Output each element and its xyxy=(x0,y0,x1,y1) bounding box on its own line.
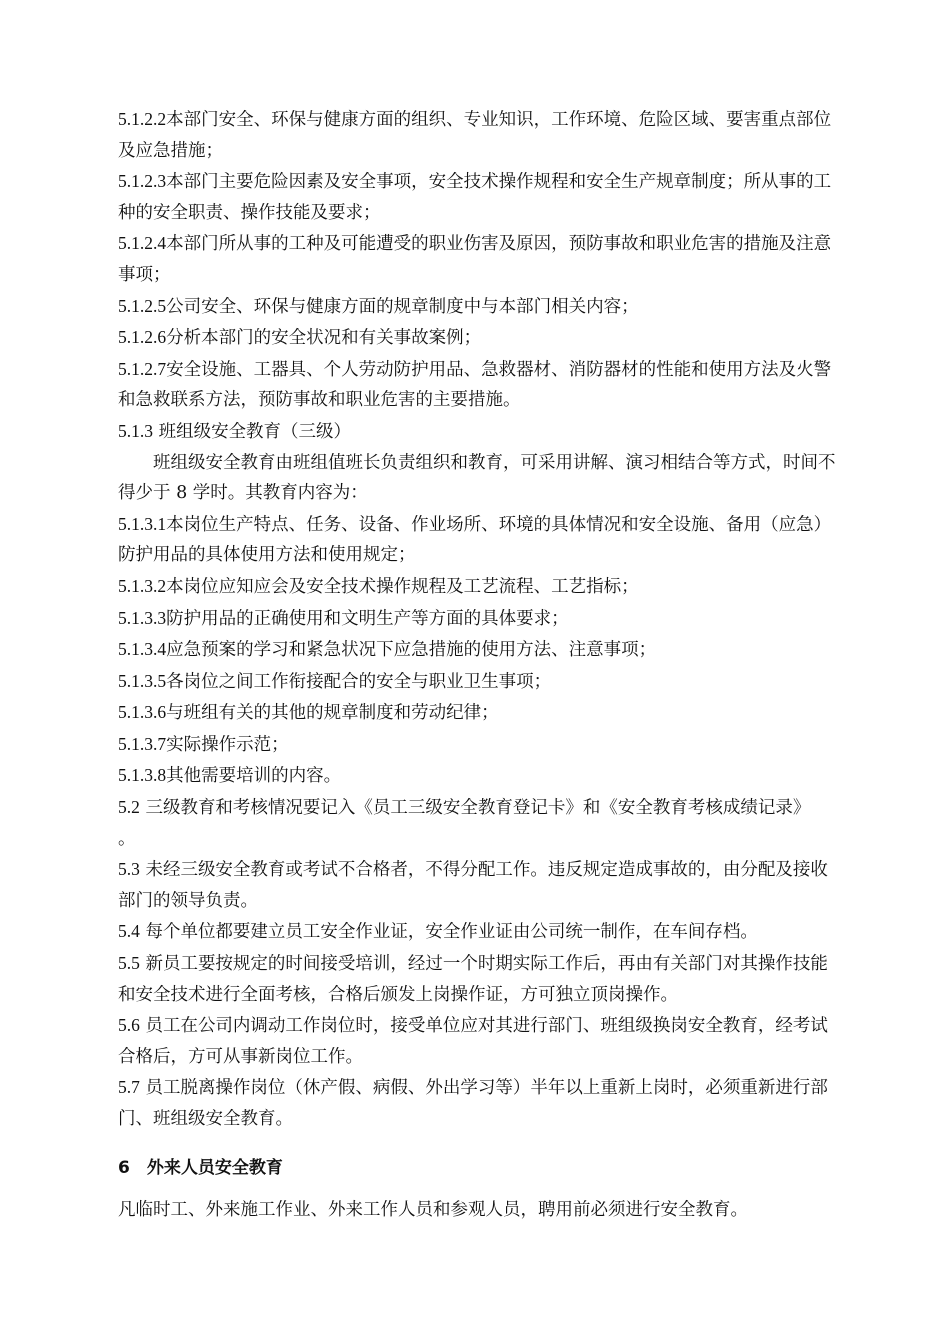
clause-text: 实际操作示范； xyxy=(166,734,289,755)
clause-5-1-3-6 xyxy=(118,697,840,729)
clause-5-1-3-4 xyxy=(118,634,840,666)
clause-number: 5.1.3.5 xyxy=(118,670,167,691)
clause-5-1-2-6 xyxy=(118,322,840,354)
clause-5-4 xyxy=(118,916,840,948)
clause-5-3 xyxy=(118,854,840,916)
clause-text: 与班组有关的其他的规章制度和劳动纪律； xyxy=(166,703,499,724)
clause-5-6 xyxy=(118,1010,840,1072)
clause-text: 分析本部门的安全状况和有关事故案例； xyxy=(166,328,482,349)
clause-number: 5.1.3.1 xyxy=(118,513,167,534)
clause-number: 5.1.2.7 xyxy=(118,358,167,379)
clause-text: 本岗位应知应会及安全技术操作规程及工艺流程、工艺指标； xyxy=(166,576,639,597)
clause-5-1-3-1 xyxy=(118,509,840,571)
clause-number: 5.7 xyxy=(118,1077,140,1098)
clause-text: 安全设施、工器具、个人劳动防护用品、急救器材、消防器材的性能和使用方法及火警和急救联系方法，预防事故和职业危害的主要措施。 xyxy=(118,359,832,411)
clause-number: 5.1.2.4 xyxy=(118,233,167,254)
clause-number: 5.1.3.3 xyxy=(118,607,167,628)
clause-text: 应急预案的学习和紧急状况下应急措施的使用方法、注意事项； xyxy=(166,640,657,661)
clause-5-1-3-2 xyxy=(118,571,840,603)
section-6-heading: 6 外来人员安全教育 xyxy=(118,1157,283,1178)
clause-text: 每个单位都要建立员工安全作业证，安全作业证由公司统一制作，在车间存档。 xyxy=(139,922,758,943)
document-page xyxy=(118,104,840,1225)
clause-number: 5.1.3.4 xyxy=(118,639,167,660)
clause-text: 本部门主要危险因素及安全事项，安全技术操作规程和安全生产规章制度；所从事的工种的安全职责、操作技能及要求； xyxy=(118,172,832,223)
clause-number: 5.2 xyxy=(118,797,140,818)
clause-5-1-3-title xyxy=(118,416,840,448)
clause-5-1-2-2 xyxy=(118,104,840,166)
clause-number: 5.4 xyxy=(118,921,140,942)
clause-5-1-2-5 xyxy=(118,291,840,323)
clause-number: 5.1.2.5 xyxy=(118,295,167,316)
clause-number: 5.3 xyxy=(118,859,140,880)
clause-text: 各岗位之间工作衔接配合的安全与职业卫生事项； xyxy=(166,671,552,692)
clause-5-1-2-3 xyxy=(118,166,840,228)
clause-text: 本岗位生产特点、任务、设备、作业场所、环境的具体情况和安全设施、备用（应急）防护用品的具体使用方法和使用规定； xyxy=(118,514,832,566)
clause-text: 本部门所从事的工种及可能遭受的职业伤害及原因，预防事故和职业危害的措施及注意事项； xyxy=(118,234,832,285)
clause-text: 三级教育和考核情况要记入《员工三级安全教育登记卡》和《安全教育考核成绩记录》 xyxy=(139,798,811,819)
clause-number: 5.1.3.2 xyxy=(118,575,167,596)
clause-5-1-2-7 xyxy=(118,354,840,416)
clause-number: 5.6 xyxy=(118,1015,140,1036)
clause-number: 5.1.3.7 xyxy=(118,733,167,754)
clause-text: 防护用品的正确使用和文明生产等方面的具体要求； xyxy=(166,608,569,629)
clause-text: 员工脱离操作岗位（休产假、病假、外出学习等）半年以上重新上岗时，必须重新进行部门、班组级安全教育。 xyxy=(118,1078,828,1129)
clause-5-7 xyxy=(118,1072,840,1134)
clause-text: 新员工要按规定的时间接受培训，经过一个时期实际工作后，再由有关部门对其操作技能和安全技术进行全面考核，合格后颁发上岗操作证，方可独立顶岗操作。 xyxy=(118,954,828,1005)
clause-5-1-3-5 xyxy=(118,666,840,698)
clause-text: 员工在公司内调动工作岗位时，接受单位应对其进行部门、班组级换岗安全教育，经考试合格后，方可从事新岗位工作。 xyxy=(118,1016,828,1067)
section-6-body: 凡临时工、外来施工作业、外来工作人员和参观人员，聘用前必须进行安全教育。 xyxy=(118,1199,748,1220)
clause-number: 5.1.2.3 xyxy=(118,171,167,192)
clause-number: 5.1.3.6 xyxy=(118,702,167,723)
clause-5-5 xyxy=(118,948,840,1010)
intro-paragraph: 班组级安全教育由班组值班长负责组织和教育，可采用讲解、演习相结合等方式，时间不得少于 8 学时。其教育内容为： xyxy=(118,452,836,504)
clause-number: 5.1.2.2 xyxy=(118,109,167,129)
clause-text: 未经三级安全教育或考试不合格者，不得分配工作。违反规定造成事故的，由分配及接收部门的领导负责。 xyxy=(118,860,828,911)
clause-5-2 xyxy=(118,792,840,824)
clause-5-1-3-7 xyxy=(118,729,840,761)
clause-number: 5.1.3 xyxy=(118,420,153,441)
clause-5-1-3-8 xyxy=(118,760,840,792)
clause-text: 班组级安全教育（三级） xyxy=(153,421,352,442)
clause-number: 5.1.3.8 xyxy=(118,765,167,786)
clause-number: 5.5 xyxy=(118,953,140,974)
clause-5-1-2-4 xyxy=(118,228,840,290)
clause-text: 其他需要培训的内容。 xyxy=(166,766,342,787)
clause-text: 本部门安全、环保与健康方面的组织、专业知识，工作环境、危险区域、要害重点部位及应急措施； xyxy=(118,110,832,161)
clause-5-1-3-3 xyxy=(118,603,840,635)
clause-number: 5.1.2.6 xyxy=(118,327,167,348)
clause-5-2-trailing-mark: 。 xyxy=(118,828,136,849)
clause-text: 公司安全、环保与健康方面的规章制度中与本部门相关内容； xyxy=(166,296,639,317)
